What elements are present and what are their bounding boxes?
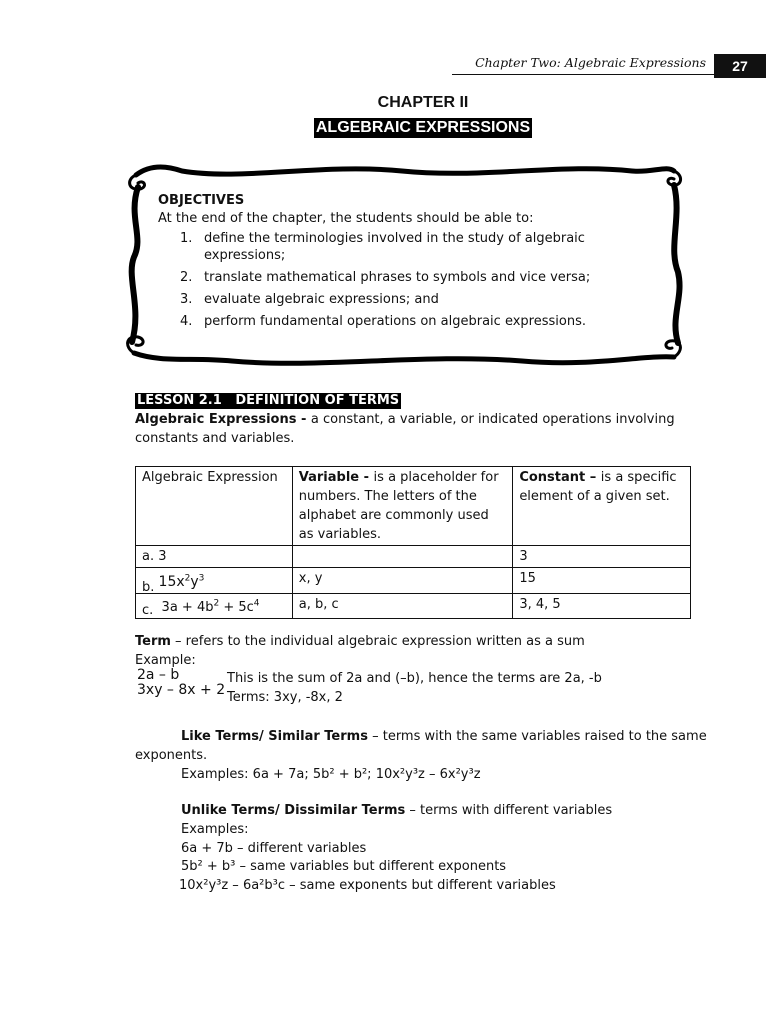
- constant-term: Constant –: [519, 470, 601, 485]
- header-algebraic-expression: Algebraic Expression: [136, 467, 293, 546]
- variable-def: is a placeholder for numbers. The letters of the alphabet are commonly used as variables.: [298, 470, 499, 542]
- term-def: – refers to the individual algebraic expression written as a sum: [170, 634, 585, 649]
- algebraic-expression-def: a constant, a variable, or indicated operations involving constants and variables.: [135, 412, 675, 446]
- term-example-label: Example:: [135, 653, 196, 668]
- term-example-1-expression: 2a – b: [137, 667, 180, 683]
- table-row: [136, 546, 691, 568]
- expr-part: y: [190, 573, 199, 590]
- unlike-example-1: 6a + 7b – different variables: [181, 841, 367, 856]
- objectives-list: [158, 230, 628, 330]
- objective-item: [180, 230, 628, 264]
- row-c-constants: 3, 4, 5: [513, 593, 691, 618]
- objective-text: translate mathematical phrases to symbols and vice versa;: [204, 270, 591, 285]
- like-terms-examples: Examples: 6a + 7a; 5b² + b²; 10x²y³z – 6x²y³z: [181, 767, 481, 782]
- header-rule: [452, 74, 714, 75]
- header-variable: [292, 467, 513, 546]
- unlike-example-2: 5b² + b³ – same variables but different exponents: [181, 859, 507, 874]
- terms-table: [135, 466, 691, 619]
- objective-item: [180, 313, 628, 330]
- like-terms-definition: [181, 727, 741, 746]
- expr-exponent: 2: [184, 573, 191, 583]
- term-example-2-expression: 3xy – 8x + 2: [137, 682, 226, 698]
- constant-def: is a specific element of a given set.: [519, 470, 677, 504]
- expr-part: 3a + 4b: [161, 599, 214, 615]
- row-label: c.: [142, 602, 154, 618]
- unlike-terms-word: Unlike Terms/ Dissimilar Terms: [181, 803, 406, 818]
- expr-part: + 5c: [219, 599, 254, 615]
- row-label: b.: [142, 579, 155, 595]
- objectives-intro: At the end of the chapter, the students should be able to:: [158, 211, 534, 226]
- expr-exponent: 3: [198, 573, 205, 583]
- row-b-variables: x, y: [292, 568, 513, 594]
- table-row: [136, 593, 691, 618]
- row-c-variables: a, b, c: [292, 593, 513, 618]
- row-b-constants: 15: [513, 568, 691, 594]
- objective-number: 1.: [180, 231, 193, 246]
- row-label: a.: [142, 549, 155, 564]
- objective-item: [180, 269, 628, 286]
- objective-text: perform fundamental operations on algebraic expressions.: [204, 314, 586, 329]
- row-c-expression: [136, 593, 293, 618]
- objective-number: 4.: [180, 314, 193, 329]
- variable-term: Variable -: [298, 470, 374, 485]
- expr-exponent: 2: [213, 598, 220, 609]
- row-a-constants: 3: [513, 546, 691, 568]
- like-terms-word: Like Terms/ Similar Terms: [181, 729, 368, 744]
- term-definition: [135, 632, 735, 651]
- header-constant: [513, 467, 691, 546]
- row-a-expression: [136, 546, 293, 568]
- row-expression: [159, 574, 205, 590]
- objective-number: 2.: [180, 270, 193, 285]
- objective-number: 3.: [180, 292, 193, 307]
- chapter-number: CHAPTER II: [377, 94, 469, 111]
- chapter-title-wrap: [0, 118, 768, 138]
- table-header-row: [136, 467, 691, 546]
- unlike-example-3: 10x²y³z – 6a²b³c – same exponents but different variables: [179, 878, 556, 893]
- expr-exponent: 4: [253, 598, 260, 609]
- unlike-examples-label: Examples:: [181, 822, 249, 837]
- objective-text: define the terminologies involved in the study of algebraic expressions;: [204, 231, 585, 263]
- unlike-terms-definition: [181, 801, 741, 820]
- objectives-title: OBJECTIVES: [158, 193, 245, 208]
- like-terms-def: – terms with the same variables raised to the same: [367, 729, 707, 744]
- row-b-expression: [136, 568, 293, 594]
- page-number: 27: [714, 54, 766, 78]
- lesson-heading: LESSON 2.1 DEFINITION OF TERMS: [137, 393, 400, 408]
- term-word: Term: [135, 634, 171, 649]
- objective-item: [180, 291, 628, 308]
- row-a-variables: [292, 546, 513, 568]
- objectives-box: [158, 193, 628, 335]
- row-expression: 3: [158, 549, 167, 564]
- algebraic-expression-definition: [135, 410, 695, 448]
- running-header-title: Chapter Two: Algebraic Expressions: [475, 55, 706, 70]
- row-expression: [162, 600, 260, 615]
- expr-part: 15x: [158, 573, 185, 590]
- chapter-title: ALGEBRAIC EXPRESSIONS: [315, 119, 531, 136]
- objective-text: evaluate algebraic expressions; and: [204, 292, 439, 307]
- algebraic-expression-term: Algebraic Expressions -: [135, 412, 311, 427]
- like-terms-def-line2: exponents.: [135, 748, 208, 763]
- term-example-2-note: Terms: 3xy, -8x, 2: [227, 690, 343, 705]
- unlike-terms-def: – terms with different variables: [405, 803, 613, 818]
- table-row: [136, 568, 691, 594]
- term-example-1-note: This is the sum of 2a and (–b), hence the terms are 2a, -b: [227, 671, 602, 686]
